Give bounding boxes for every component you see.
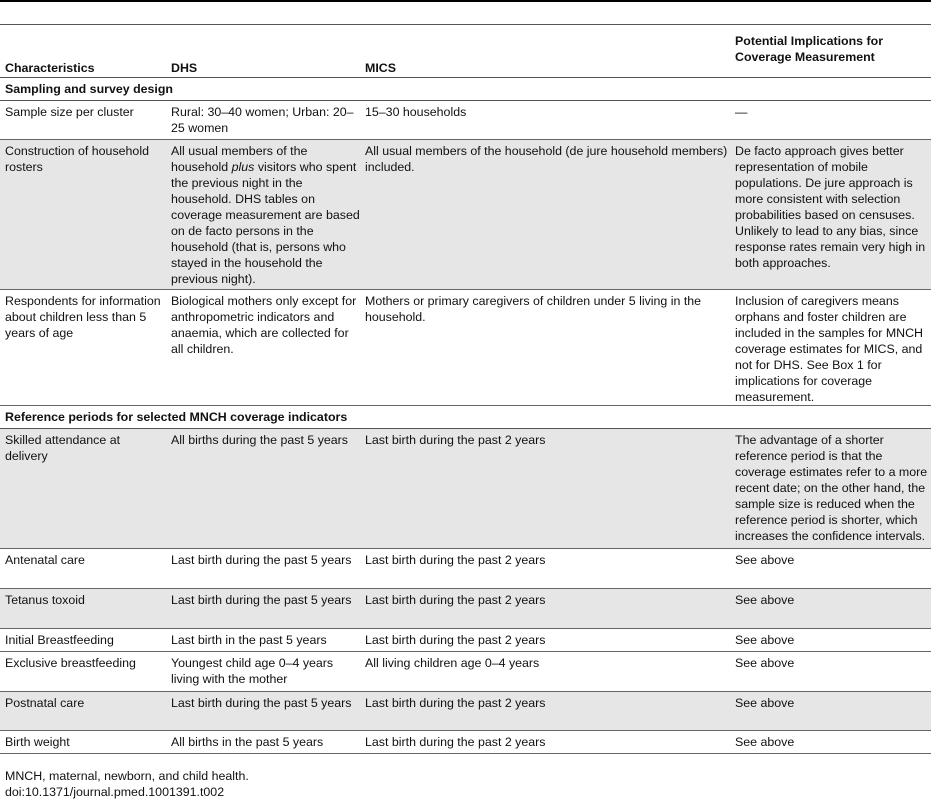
col-header-implications: Potential Implications for Coverage Measurement <box>730 25 931 78</box>
col-header-mics: MICS <box>360 25 730 78</box>
cell-mics: Mothers or primary caregivers of children under 5 living in the household. <box>360 290 730 406</box>
cell-implications: Inclusion of caregivers means orphans and foster children are included in the samples for MNCH coverage estimates for MICS, and not for DHS. See Box 1 for implications for coverage measurement. <box>730 290 931 406</box>
cell-dhs: Biological mothers only except for anthropometric indicators and anaemia, which are collected for all children. <box>166 290 360 406</box>
top-rule <box>0 0 931 2</box>
table-row <box>0 629 931 652</box>
cell-implications: — <box>730 101 931 140</box>
table-footer <box>5 768 249 800</box>
data-table <box>0 24 931 754</box>
cell-implications: See above <box>730 731 931 754</box>
cell-implications: See above <box>730 629 931 652</box>
doi-text: doi:10.1371/journal.pmed.1001391.t002 <box>5 785 225 799</box>
cell-dhs: Rural: 30–40 women; Urban: 20–25 women <box>166 101 360 140</box>
cell-dhs: All births during the past 5 years <box>166 429 360 549</box>
section-title: Reference periods for selected MNCH coverage indicators <box>0 406 931 429</box>
section-row <box>0 78 931 101</box>
cell-dhs: Last birth during the past 5 years <box>166 589 360 629</box>
cell-mics: All usual members of the household (de jure household members) included. <box>360 140 730 290</box>
header-row <box>0 25 931 78</box>
cell-dhs-text-b: visitors who spent the previous night in the household. DHS tables on coverage measurement are based on de facto persons in the household (that is, persons who stayed in the household the previous night). <box>171 160 360 286</box>
cell-dhs-italic: plus <box>231 160 255 174</box>
table-row <box>0 549 931 589</box>
cell-mics: Last birth during the past 2 years <box>360 589 730 629</box>
col-header-characteristics: Characteristics <box>0 25 166 78</box>
cell-characteristic: Postnatal care <box>0 692 166 731</box>
cell-dhs: Last birth during the past 5 years <box>166 692 360 731</box>
table-row <box>0 692 931 731</box>
table-row <box>0 140 931 290</box>
cell-mics: Last birth during the past 2 years <box>360 629 730 652</box>
cell-mics: All living children age 0–4 years <box>360 652 730 692</box>
col-header-dhs: DHS <box>166 25 360 78</box>
cell-dhs: Youngest child age 0–4 years living with the mother <box>166 652 360 692</box>
table-row <box>0 731 931 754</box>
table-row <box>0 589 931 629</box>
cell-characteristic: Birth weight <box>0 731 166 754</box>
cell-characteristic: Antenatal care <box>0 549 166 589</box>
cell-characteristic: Initial Breastfeeding <box>0 629 166 652</box>
table-row <box>0 652 931 692</box>
cell-dhs-text-a: All usual members of the household <box>171 144 308 174</box>
cell-implications: De facto approach gives better representation of mobile populations. De jure approach is more consistent with selection probabilities based on censuses. Unlikely to lead to any bias, since response rates remain very high in both approaches. <box>730 140 931 290</box>
cell-implications: See above <box>730 549 931 589</box>
cell-dhs <box>166 140 360 290</box>
cell-mics: Last birth during the past 2 years <box>360 549 730 589</box>
section-title: Sampling and survey design <box>0 78 931 101</box>
cell-characteristic: Exclusive breastfeeding <box>0 652 166 692</box>
cell-mics: 15–30 households <box>360 101 730 140</box>
table-row <box>0 101 931 140</box>
cell-mics: Last birth during the past 2 years <box>360 429 730 549</box>
section-row <box>0 406 931 429</box>
cell-dhs: Last birth in the past 5 years <box>166 629 360 652</box>
cell-implications: See above <box>730 692 931 731</box>
cell-implications: See above <box>730 589 931 629</box>
cell-dhs: All births in the past 5 years <box>166 731 360 754</box>
cell-characteristic: Tetanus toxoid <box>0 589 166 629</box>
cell-characteristic: Sample size per cluster <box>0 101 166 140</box>
cell-characteristic: Respondents for information about children less than 5 years of age <box>0 290 166 406</box>
cell-implications: See above <box>730 652 931 692</box>
cell-characteristic: Construction of household rosters <box>0 140 166 290</box>
cell-characteristic: Skilled attendance at delivery <box>0 429 166 549</box>
table-row <box>0 290 931 406</box>
cell-mics: Last birth during the past 2 years <box>360 731 730 754</box>
cell-mics: Last birth during the past 2 years <box>360 692 730 731</box>
footnote: MNCH, maternal, newborn, and child health. <box>5 769 249 783</box>
cell-implications: The advantage of a shorter reference period is that the coverage estimates refer to a more recent date; on the other hand, the sample size is reduced when the reference period is shorter, which increases the confidence intervals. <box>730 429 931 549</box>
table-row <box>0 429 931 549</box>
cell-dhs: Last birth during the past 5 years <box>166 549 360 589</box>
